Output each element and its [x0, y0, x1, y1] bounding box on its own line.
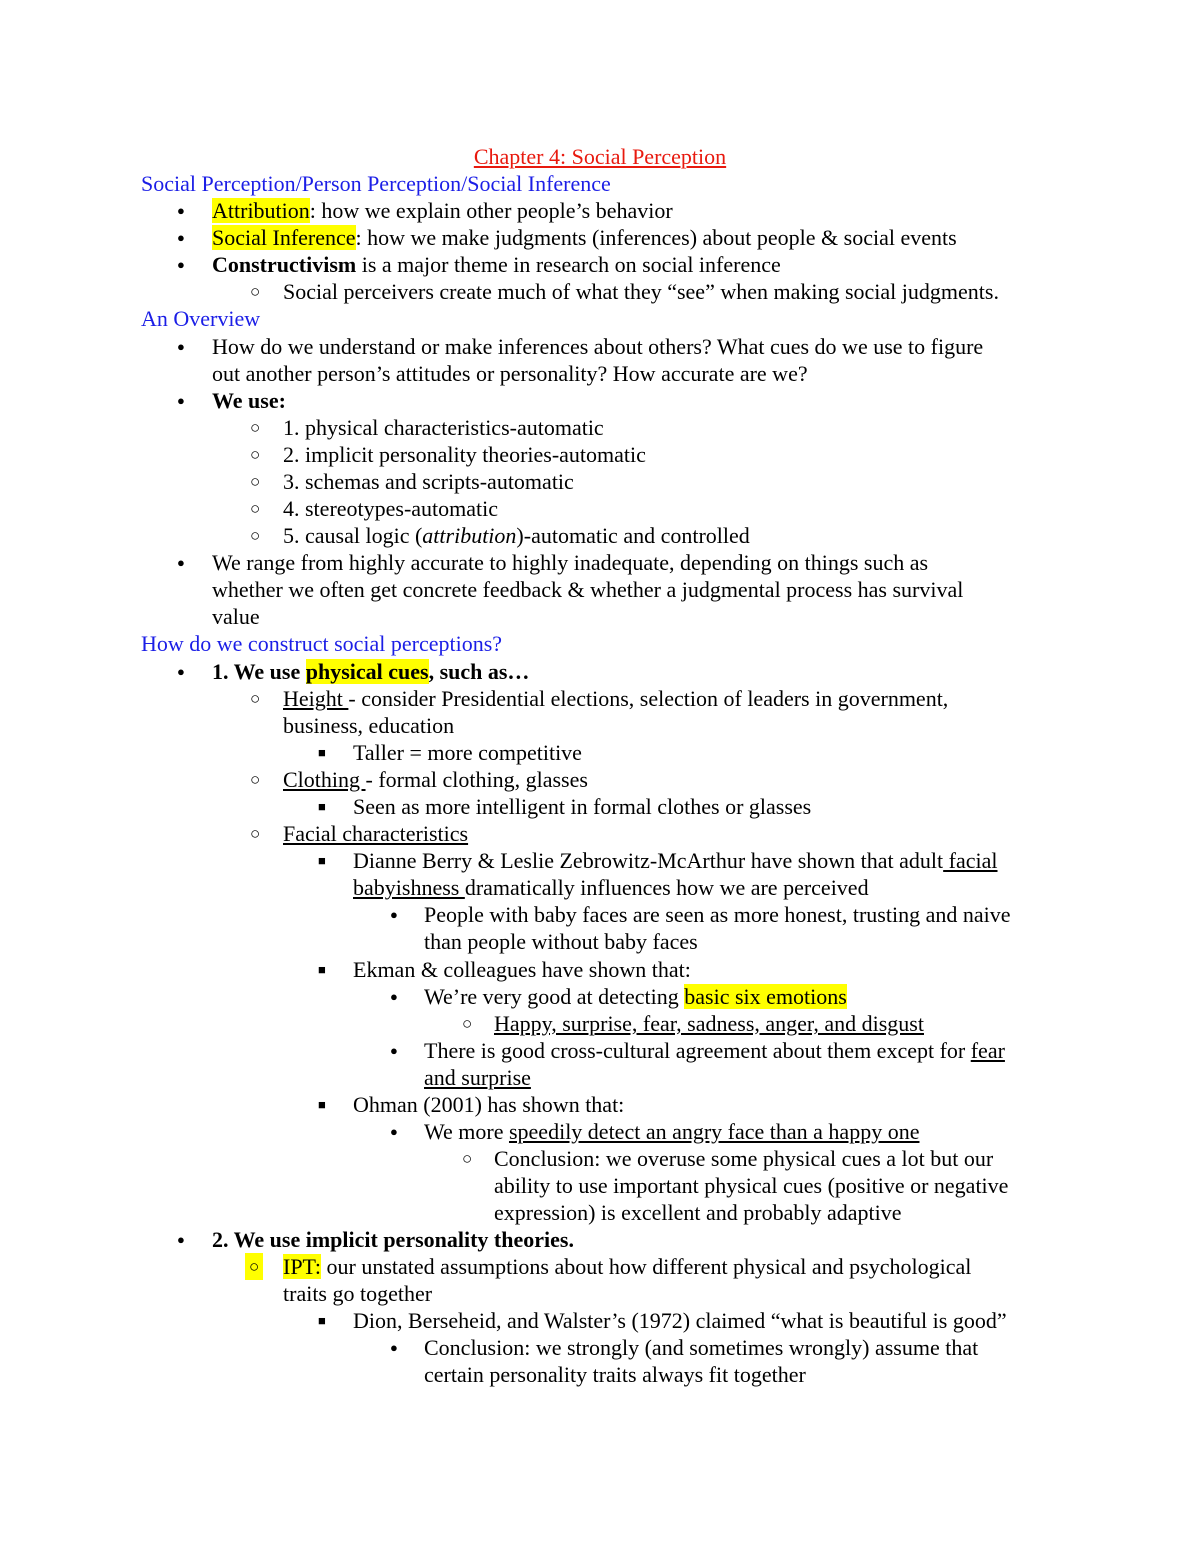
baby-faces-line-1: People with baby faces are seen as more honest, trusting and naive	[424, 902, 1011, 927]
overview-question-line-2: out another person’s attitudes or personality? How accurate are we?	[212, 361, 808, 386]
perceivers-line: Social perceivers create much of what they “see” when making social judgments.	[283, 279, 999, 304]
cross-prefix: There is good cross-cultural agreement about them except for	[424, 1038, 971, 1063]
physical-cues-term: physical cues	[305, 659, 429, 684]
range-line-1: We range from highly accurate to highly inadequate, depending on things such as	[212, 550, 929, 575]
basic-six-emotions-term: basic six emotions	[684, 984, 847, 1009]
bullet-circle: ○	[250, 418, 261, 437]
bullet-disc: ●	[390, 989, 398, 1004]
ipt-definition: our unstated assumptions about how different physical and psychological	[321, 1254, 972, 1279]
section-heading-overview: An Overview	[141, 306, 261, 331]
range-line-3: value	[212, 604, 260, 629]
height-label: Height	[283, 686, 349, 711]
berry-line-2	[353, 874, 869, 901]
bullet-circle-highlighted: ○	[245, 1253, 263, 1280]
range-line-2: whether we often get concrete feedback & whether a judgmental process has survival	[212, 577, 964, 602]
bullet-circle: ○	[462, 1014, 473, 1033]
baby-faces-line-2: than people without baby faces	[424, 929, 698, 954]
bullet-square: ■	[318, 1313, 326, 1328]
bullet-square: ■	[318, 745, 326, 760]
bullet-disc: ●	[177, 1232, 185, 1247]
bullet-disc: ●	[390, 1043, 398, 1058]
we-use-label: We use:	[212, 388, 286, 413]
six-emotions-list: Happy, surprise, fear, sadness, anger, and disgust	[494, 1011, 924, 1036]
item5-prefix: 5. causal logic (	[283, 523, 423, 548]
bullet-circle: ○	[250, 526, 261, 545]
cues-suffix: , such as…	[428, 659, 530, 684]
conclusion-2-line-1: Conclusion: we strongly (and sometimes wrongly) assume that	[424, 1335, 979, 1360]
berry-babyishness: babyishness	[353, 875, 465, 900]
item5-suffix: )-automatic and controlled	[516, 523, 750, 548]
height-line-2: business, education	[283, 713, 455, 738]
conclusion-2-line-2: certain personality traits always fit together	[424, 1362, 806, 1387]
angry-prefix: We more	[424, 1119, 509, 1144]
taller-line: Taller = more competitive	[353, 740, 582, 765]
we-use-item-1: 1. physical characteristics-automatic	[283, 415, 604, 440]
height-line	[283, 685, 948, 712]
dion-line: Dion, Berseheid, and Walster’s (1972) claimed “what is beautiful is good”	[353, 1308, 1007, 1333]
we-use-item-5	[283, 522, 750, 549]
basic-emotions-line	[424, 983, 847, 1010]
cross-cultural-line-2: and surprise	[424, 1065, 531, 1090]
ekman-line: Ekman & colleagues have shown that:	[353, 957, 691, 982]
berry-suffix: dramatically influences how we are perceived	[464, 875, 869, 900]
bullet-disc: ●	[177, 230, 185, 245]
we-use-item-4: 4. stereotypes-automatic	[283, 496, 499, 521]
constructivism-line	[212, 251, 781, 278]
good-prefix: We’re very good at detecting	[424, 984, 685, 1009]
bullet-square: ■	[318, 799, 326, 814]
bullet-disc: ●	[177, 555, 185, 570]
constructivism-term: Constructivism	[212, 252, 357, 277]
clothing-text: - formal clothing, glasses	[365, 767, 588, 792]
cues-prefix: 1. We use	[212, 659, 306, 684]
overview-question-line-1: How do we understand or make inferences about others? What cues do we use to figure	[212, 334, 984, 359]
bullet-disc: ●	[390, 1340, 398, 1355]
bullet-disc: ●	[177, 393, 185, 408]
we-use-item-2: 2. implicit personality theories-automatic	[283, 442, 646, 467]
conclusion-1-line-1: Conclusion: we overuse some physical cues a lot but our	[494, 1146, 994, 1171]
bullet-square: ■	[318, 853, 326, 868]
bullet-disc: ●	[177, 257, 185, 272]
ipt-heading: 2. We use implicit personality theories.	[212, 1227, 574, 1252]
ipt-term: IPT:	[283, 1254, 322, 1279]
berry-facial: facial	[943, 848, 998, 873]
bullet-square: ■	[318, 962, 326, 977]
angry-face-line	[424, 1118, 919, 1145]
bullet-circle: ○	[250, 824, 261, 843]
berry-line-1	[353, 847, 998, 874]
bullet-circle: ○	[250, 770, 261, 789]
physical-cues-heading	[212, 658, 529, 685]
clothing-line	[283, 766, 588, 793]
bullet-disc: ●	[177, 203, 185, 218]
page-title: Chapter 4: Social Perception	[473, 144, 727, 169]
bullet-circle: ○	[462, 1149, 473, 1168]
attribution-definition: : how we explain other people’s behavior	[309, 198, 673, 223]
bullet-circle: ○	[250, 689, 261, 708]
cross-fear: fear	[970, 1038, 1005, 1063]
angry-face-text: speedily detect an angry face than a happy one	[508, 1119, 920, 1144]
social-inference-term: Social Inference	[212, 225, 356, 250]
bullet-circle: ○	[250, 499, 261, 518]
bullet-disc: ●	[177, 664, 185, 679]
section-heading-social-perception: Social Perception/Person Perception/Social Inference	[141, 171, 611, 196]
berry-prefix: Dianne Berry & Leslie Zebrowitz-McArthur have shown that adult	[353, 848, 944, 873]
conclusion-1-line-3: expression) is excellent and probably adaptive	[494, 1200, 902, 1225]
we-use-item-3: 3. schemas and scripts-automatic	[283, 469, 574, 494]
facial-characteristics-label: Facial characteristics	[283, 821, 469, 846]
clothing-sub-line: Seen as more intelligent in formal clothes or glasses	[353, 794, 812, 819]
ipt-line-2: traits go together	[283, 1281, 433, 1306]
conclusion-1-line-2: ability to use important physical cues (positive or negative	[494, 1173, 1009, 1198]
item5-attribution: attribution	[422, 523, 517, 548]
bullet-disc: ●	[390, 1124, 398, 1139]
bullet-disc: ●	[390, 907, 398, 922]
bullet-circle: ○	[250, 282, 261, 301]
ipt-line-1	[283, 1253, 971, 1280]
bullet-disc: ●	[177, 339, 185, 354]
attribution-line	[212, 197, 673, 224]
clothing-label: Clothing	[283, 767, 366, 792]
height-text: - consider Presidential elections, selection of leaders in government,	[348, 686, 949, 711]
constructivism-definition: is a major theme in research on social inference	[356, 252, 781, 277]
cross-cultural-line-1	[424, 1037, 1005, 1064]
bullet-square: ■	[318, 1097, 326, 1112]
bullet-circle: ○	[250, 445, 261, 464]
social-inference-line	[212, 224, 957, 251]
social-inference-definition: : how we make judgments (inferences) about people & social events	[355, 225, 957, 250]
section-heading-construct: How do we construct social perceptions?	[141, 631, 503, 656]
ohman-line: Ohman (2001) has shown that:	[353, 1092, 625, 1117]
attribution-term: Attribution	[212, 198, 310, 223]
bullet-circle: ○	[250, 472, 261, 491]
